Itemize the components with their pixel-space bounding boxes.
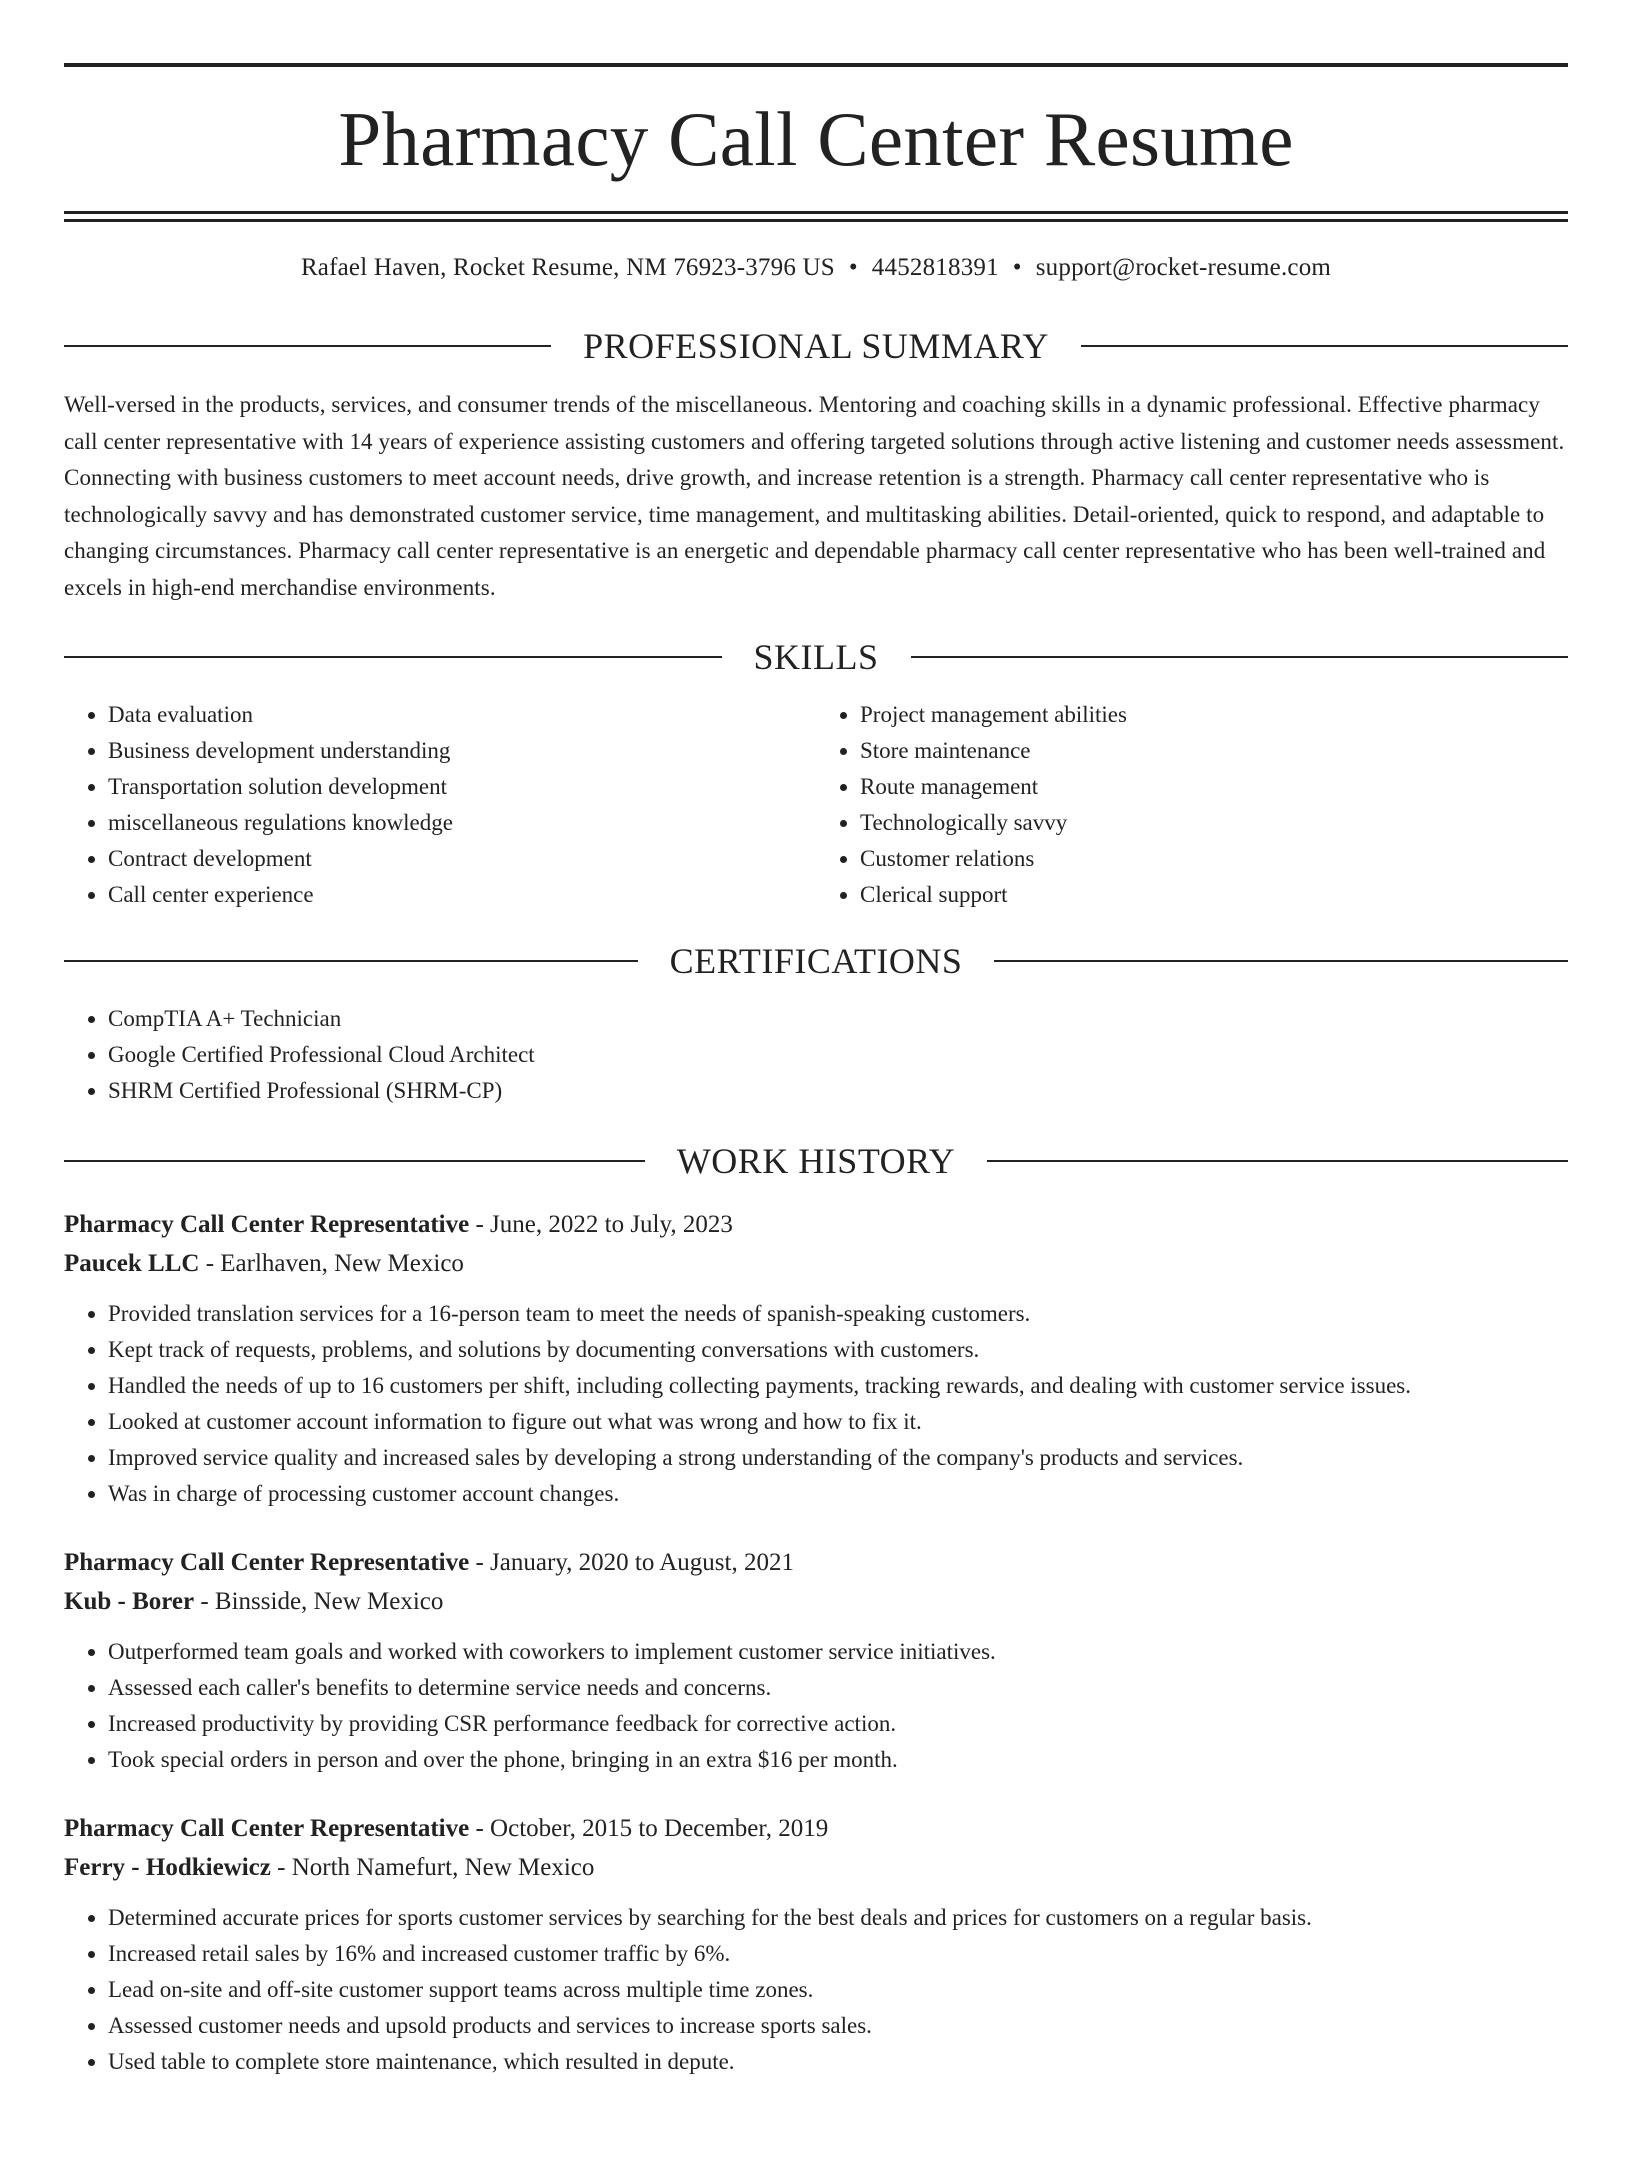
- job-title-line: [64, 1543, 1568, 1582]
- certification-item: • SHRM Certified Professional (SHRM-CP): [108, 1073, 1568, 1109]
- job-bullet: • Increased productivity by providing CSR performance feedback for corrective action.: [108, 1706, 1568, 1742]
- title-double-rule: [64, 211, 1568, 222]
- job-title: Pharmacy Call Center Representative: [64, 1549, 470, 1576]
- job-dates: - June, 2022 to July, 2023: [469, 1211, 733, 1238]
- heading-rule-right: [1081, 345, 1568, 347]
- certifications-list: [64, 1001, 1568, 1109]
- skill-item: • Route management: [860, 769, 1568, 805]
- certification-item: • CompTIA A+ Technician: [108, 1001, 1568, 1037]
- heading-rule-right: [987, 1160, 1568, 1162]
- skills-list: [64, 697, 1568, 913]
- summary-heading: [64, 326, 1568, 366]
- skill-item: • Technologically savvy: [860, 805, 1568, 841]
- job-bullet: • Assessed each caller's benefits to determine service needs and concerns.: [108, 1670, 1568, 1706]
- heading-rule-left: [64, 656, 722, 658]
- summary-text: Well-versed in the products, services, and consumer trends of the miscellaneous. Mentoring and coaching skills in a dynamic professional. Effective pharmacy call center representative with 14 years of experience assisting customers and offering targeted solutions through active listening and customer needs assessment. Connecting with business customers to meet account needs, drive growth, and increase retention is a strength. Pharmacy call center representative who is technologically savvy and has demonstrated customer service, time management, and multitasking abilities. Detail-oriented, quick to respond, and adaptable to changing circumstances. Pharmacy call center representative is an energetic and dependable pharmacy call center representative who has been well-trained and excels in high-end merchandise environments.: [64, 392, 1565, 600]
- job-bullet: • Provided translation services for a 16-person team to meet the needs of spanish-speaking customers.: [108, 1296, 1568, 1332]
- job-company-line: [64, 1244, 1568, 1283]
- contact-phone: 4452818391: [871, 254, 999, 281]
- heading-rule-left: [64, 1160, 645, 1162]
- heading-rule-right: [994, 960, 1568, 962]
- job-location: - North Namefurt, New Mexico: [270, 1854, 595, 1881]
- job-bullet: • Assessed customer needs and upsold products and services to increase sports sales.: [108, 2008, 1568, 2044]
- job-title-line: [64, 1205, 1568, 1244]
- skill-item: • Call center experience: [108, 877, 816, 913]
- job-bullet: • Kept track of requests, problems, and solutions by documenting conversations with customers.: [108, 1332, 1568, 1368]
- job-title: Pharmacy Call Center Representative: [64, 1815, 470, 1842]
- skills-column-right: [816, 697, 1568, 913]
- job-dates: - October, 2015 to December, 2019: [469, 1815, 829, 1842]
- job-bullet: • Increased retail sales by 16% and increased customer traffic by 6%.: [108, 1936, 1568, 1972]
- work-history-heading-label: WORK HISTORY: [676, 1141, 956, 1181]
- skill-item: • Transportation solution development: [108, 769, 816, 805]
- skills-heading-label: SKILLS: [753, 637, 879, 677]
- skill-item: • Project management abilities: [860, 697, 1568, 733]
- certification-item: • Google Certified Professional Cloud Architect: [108, 1037, 1568, 1073]
- job-location: - Earlhaven, New Mexico: [199, 1250, 464, 1277]
- job-bullet: • Looked at customer account information to figure out what was wrong and how to fix it.: [108, 1404, 1568, 1440]
- job-location: - Binsside, New Mexico: [194, 1588, 444, 1615]
- job-bullet: • Was in charge of processing customer account changes.: [108, 1476, 1568, 1512]
- job-entry: [64, 1543, 1568, 1778]
- skills-column-left: [64, 697, 816, 913]
- job-dates: - January, 2020 to August, 2021: [469, 1549, 794, 1576]
- skill-item: • Clerical support: [860, 877, 1568, 913]
- summary-heading-label: PROFESSIONAL SUMMARY: [583, 326, 1049, 366]
- job-company-line: [64, 1582, 1568, 1621]
- job-entry: [64, 1205, 1568, 1512]
- job-bullet: • Lead on-site and off-site customer support teams across multiple time zones.: [108, 1972, 1568, 2008]
- heading-rule-right: [911, 656, 1569, 658]
- job-title: Pharmacy Call Center Representative: [64, 1211, 470, 1238]
- contact-separator: •: [848, 254, 858, 281]
- contact-line: [64, 252, 1568, 284]
- job-bullet: • Took special orders in person and over the phone, bringing in an extra $16 per month.: [108, 1742, 1568, 1778]
- job-bullet: • Determined accurate prices for sports customer services by searching for the best deals and prices for customers on a regular basis.: [108, 1900, 1568, 1936]
- job-company: Kub - Borer: [64, 1588, 195, 1615]
- skill-item: • Contract development: [108, 841, 816, 877]
- heading-rule-left: [64, 345, 551, 347]
- job-bullet: • Used table to complete store maintenance, which resulted in depute.: [108, 2044, 1568, 2080]
- job-bullet: • Outperformed team goals and worked with coworkers to implement customer service initiatives.: [108, 1634, 1568, 1670]
- job-title-line: [64, 1809, 1568, 1848]
- skill-item: • Store maintenance: [860, 733, 1568, 769]
- job-bullet: • Handled the needs of up to 16 customers per shift, including collecting payments, tracking rewards, and dealing with customer service issues.: [108, 1368, 1568, 1404]
- job-entry: [64, 1809, 1568, 2080]
- job-company-line: [64, 1848, 1568, 1887]
- skill-item: • Customer relations: [860, 841, 1568, 877]
- top-rule: [64, 63, 1568, 67]
- skill-item: • Data evaluation: [108, 697, 816, 733]
- skill-item: • Business development understanding: [108, 733, 816, 769]
- skill-item: • miscellaneous regulations knowledge: [108, 805, 816, 841]
- certifications-heading-label: CERTIFICATIONS: [669, 941, 963, 981]
- job-company: Ferry - Hodkiewicz: [64, 1854, 271, 1881]
- contact-address: Rafael Haven, Rocket Resume, NM 76923-3796 US: [300, 254, 835, 281]
- resume-page: [0, 63, 1632, 2175]
- job-company: Paucek LLC: [64, 1250, 200, 1277]
- heading-rule-left: [64, 960, 638, 962]
- contact-separator: •: [1012, 254, 1022, 281]
- work-history-heading: [64, 1141, 1568, 1181]
- resume-title: Pharmacy Call Center Resume: [338, 96, 1294, 182]
- skills-heading: [64, 637, 1568, 677]
- contact-email: support@rocket-resume.com: [1035, 254, 1332, 281]
- job-bullet: • Improved service quality and increased sales by developing a strong understanding of the company's products and services.: [108, 1440, 1568, 1476]
- certifications-heading: [64, 941, 1568, 981]
